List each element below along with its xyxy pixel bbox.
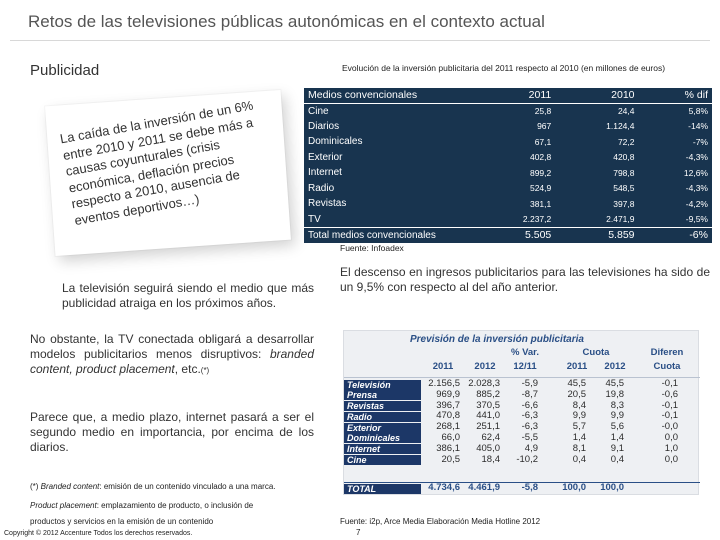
table-row (304, 212, 712, 228)
header-cell: Medios convencionales (304, 88, 472, 103)
cell: -0,0 (661, 421, 678, 433)
cell: -9,5% (685, 214, 708, 224)
header-2012: 2012 (474, 361, 496, 372)
cell: 2.471,9 (606, 214, 635, 224)
text-span: No obstante, la TV conectada obligará a desarrollar modelos publicitarios menos disruptivos: (30, 332, 314, 361)
cell: 386,1 (436, 442, 460, 454)
row-label: Exterior (344, 423, 421, 433)
table-caption: Evolución de la inversión publicitaria del 2011 respecto al 2010 (en millones de euros) (342, 63, 666, 73)
cell: -4,2% (685, 198, 708, 209)
cell: 25,8 (534, 106, 552, 116)
header-diff-top: Diferen (650, 347, 684, 358)
cell: 4.734,6 (428, 482, 460, 493)
cell: 100,0 (562, 482, 586, 493)
row-label: TV (308, 213, 321, 225)
cell: 66,0 (441, 431, 460, 443)
cell: 20,5 (567, 388, 586, 400)
row-label: Cine (344, 455, 421, 465)
table-row (344, 433, 700, 444)
row-label: Cine (308, 105, 329, 117)
cell: 9,9 (610, 410, 624, 422)
cell: 100,0 (600, 482, 624, 493)
forecast-table (343, 330, 699, 495)
cell: 969,9 (436, 388, 460, 400)
text-span: (*) (30, 482, 41, 491)
cell: 4,9 (524, 442, 538, 454)
connected-tv-paragraph (30, 332, 314, 378)
cell: 885,2 (476, 388, 500, 400)
row-label: Internet (344, 444, 421, 454)
table-row (304, 134, 712, 150)
cell: 1,4 (572, 431, 586, 443)
note-card (45, 90, 291, 256)
cell: -10,2 (516, 453, 538, 465)
note-card-text: La caída de la inversión de un 6% entre 2010 y 2011 se debe más a causas coyunturales (crisis económica, deflación precios respecto a 2010, ausencia de eventos deportivos…) (58, 97, 255, 228)
cell: 8,1 (572, 442, 586, 454)
tv-leader-paragraph: La televisión seguirá siendo el medio que más publicidad atraiga en los próximos años. (62, 281, 314, 310)
footnote-placement (30, 501, 320, 510)
table-row (304, 150, 712, 166)
cell: 12,6% (683, 167, 708, 178)
cell: 19,8 (605, 388, 624, 400)
cell: 8,3 (610, 399, 624, 411)
text-span: : emplazamiento de producto, o inclusión de (96, 501, 254, 510)
cell: -5,5 (521, 431, 538, 443)
cell: 9,9 (572, 410, 586, 422)
title-divider (10, 40, 710, 41)
row-label: Dominicales (308, 136, 363, 148)
cell: 381,1 (529, 198, 552, 209)
cell: 5,8% (688, 106, 708, 116)
cell: 967 (537, 121, 552, 132)
cell: 2.028,3 (468, 378, 500, 389)
cell: 5.859 (555, 227, 638, 243)
copyright: Copyright © 2012 Accenture Todos los derechos reservados. (4, 530, 193, 537)
cell: 24,4 (617, 106, 635, 116)
table-row (304, 119, 712, 135)
cell: 470,8 (436, 410, 460, 422)
cell: 20,5 (441, 453, 460, 465)
cell: -6,3 (521, 410, 538, 422)
footnote-placement-cont: productos y servicios en la emisión de un contenido (30, 517, 214, 526)
cell: 0,0 (664, 431, 678, 443)
row-label: Internet (308, 167, 342, 179)
cell: 370,5 (476, 399, 500, 411)
header-var-top: % Var. (511, 347, 539, 358)
row-label: Radio (344, 412, 421, 422)
header-diff-bottom: Cuota (653, 361, 681, 372)
cell: 67,1 (534, 136, 552, 147)
cell: 0,4 (610, 453, 624, 465)
cell: 0,0 (664, 453, 678, 465)
row-label: Total medios convencionales (304, 227, 472, 243)
header-var-bottom: 12/11 (513, 361, 537, 372)
cell: 72,2 (617, 136, 635, 147)
decline-paragraph: El descenso en ingresos publicitarios para las televisiones ha sido de un 9,5% con respecto al del año anterior. (340, 265, 710, 294)
forecast-source: Fuente: i2p, Arce Media Elaboración Media Hotline 2012 (340, 517, 541, 526)
table-source: Fuente: Infoadex (340, 243, 404, 253)
header-share-top: Cuota (582, 347, 610, 358)
table-row (344, 444, 700, 455)
cell: 18,4 (481, 453, 500, 465)
cell: -5,8 (521, 482, 538, 493)
table-row (304, 196, 712, 212)
cell: -0,6 (661, 388, 678, 400)
cell: -0,1 (661, 378, 678, 389)
row-label: Dominicales (344, 433, 421, 443)
investment-table (304, 88, 712, 243)
table-total-row (304, 227, 712, 243)
cell: 2.156,5 (428, 378, 460, 389)
cell: 397,8 (613, 198, 635, 209)
cell: 420,8 (613, 152, 635, 163)
cell: 0,4 (572, 453, 586, 465)
cell: 5,7 (572, 421, 586, 433)
forecast-rows (344, 379, 700, 465)
cell: -6,3 (521, 421, 538, 433)
row-label: TOTAL (344, 484, 421, 494)
cell: 2.237,2 (522, 214, 552, 224)
table-row (304, 181, 712, 197)
cell: 548,5 (613, 183, 635, 194)
cell: 1,0 (664, 442, 678, 454)
table-row (344, 455, 700, 466)
cell: 4.461,9 (468, 482, 500, 493)
header-cell: % dif (639, 88, 713, 103)
cell: -6% (639, 227, 713, 243)
header-cell: 2011 (472, 88, 555, 103)
emphasis-text: branded content, product placement (30, 347, 314, 376)
cell: 5,6 (610, 421, 624, 433)
page-number: 7 (356, 528, 361, 537)
cell: -4,3% (685, 183, 708, 194)
cell: -5,9 (521, 378, 538, 389)
row-label: Revistas (308, 198, 347, 210)
forecast-title: Previsión de la inversión publicitaria (410, 334, 584, 345)
cell: -14% (688, 121, 708, 132)
cell: 524,9 (529, 183, 552, 194)
cell: 396,7 (436, 399, 460, 411)
cell: 251,1 (476, 421, 500, 433)
cell: 798,8 (613, 167, 635, 178)
cell: 405,0 (476, 442, 500, 454)
investment-table-header (304, 88, 712, 103)
header-share-2012: 2012 (604, 361, 626, 372)
table-row (304, 103, 712, 119)
row-label: Radio (308, 182, 335, 194)
text-span: , etc. (174, 362, 201, 376)
table-total-row (344, 483, 700, 494)
cell: -4,3% (685, 152, 708, 163)
slide-title: Retos de las televisiones públicas autonómicas en el contexto actual (28, 12, 545, 31)
cell: 441,0 (476, 410, 500, 422)
cell: 9,1 (610, 442, 624, 454)
emphasis-text: Branded content (40, 482, 100, 491)
section-label: Publicidad (30, 62, 100, 79)
forecast-headers (344, 347, 700, 377)
footnote-mark: (*) (200, 366, 210, 375)
header-2011: 2011 (432, 361, 454, 372)
cell: 62,4 (481, 431, 500, 443)
row-label: Exterior (308, 151, 343, 163)
cell: 5.505 (472, 227, 555, 243)
header-share-2011: 2011 (566, 361, 588, 372)
emphasis-text: Product placement (30, 501, 97, 510)
cell: -6,6 (521, 399, 538, 411)
cell: 45,5 (605, 378, 624, 389)
cell: 899,2 (529, 167, 552, 178)
internet-paragraph: Parece que, a medio plazo, internet pasará a ser el segundo medio en importancia, por encima de los diarios. (30, 410, 314, 454)
cell: -7% (692, 136, 708, 147)
header-cell: 2010 (555, 88, 638, 103)
cell: 402,8 (529, 152, 552, 163)
cell: 268,1 (436, 421, 460, 433)
cell: -0,1 (661, 399, 678, 411)
cell: 1.124,4 (606, 121, 635, 132)
row-label: Diarios (308, 120, 340, 132)
row-label: Revistas (344, 401, 421, 411)
table-row (304, 165, 712, 181)
cell: 1,4 (610, 431, 624, 443)
cell: -8,7 (521, 388, 538, 400)
cell: 8,4 (572, 399, 586, 411)
cell: 45,5 (567, 378, 586, 389)
row-label: Televisión (344, 380, 421, 390)
table-row (344, 390, 700, 401)
cell: -0,1 (661, 410, 678, 422)
row-label: Prensa (344, 390, 421, 400)
text-span: : emisión de un contenido vinculado a una marca. (99, 482, 276, 491)
footnote-branded (30, 482, 320, 491)
